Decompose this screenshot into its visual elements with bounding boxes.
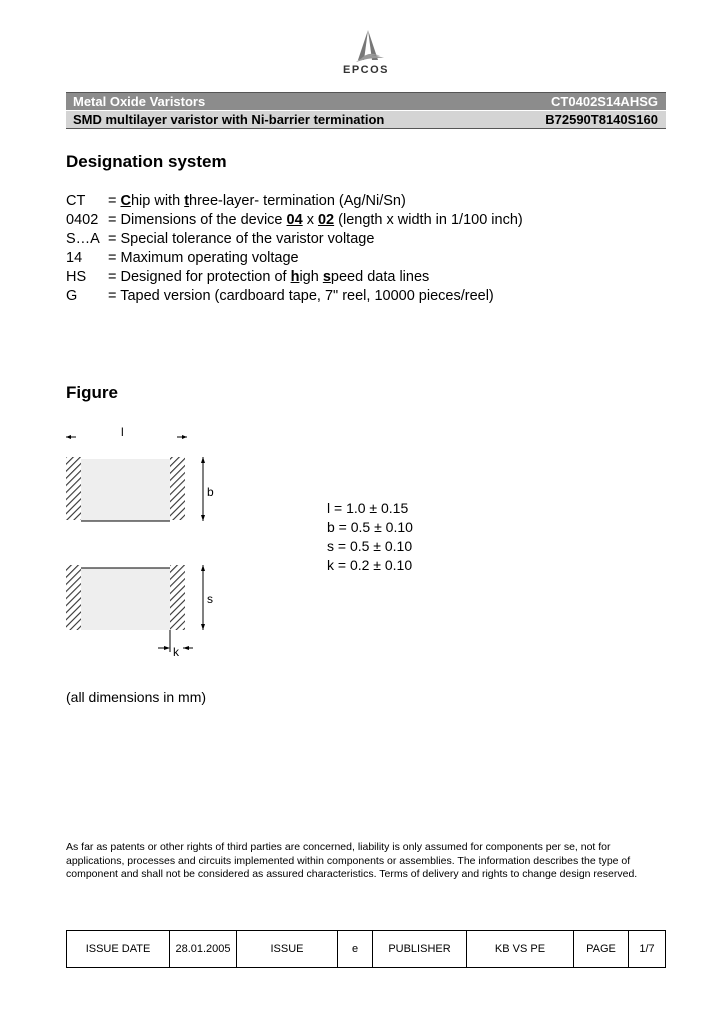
product-category: Metal Oxide Varistors	[73, 94, 206, 109]
brand-name: EPCOS	[342, 64, 389, 76]
dimension-s: s = 0.5 ± 0.10	[327, 538, 413, 554]
ordering-code: B72590T8140S160	[545, 112, 658, 127]
legal-disclaimer: As far as patents or other rights of third parties are concerned, liability is only assumed for components per se, not for applications, processes and circuits implemented within components or assemblies. The information describes the type of component and shall not be considered as assured characteristics. Terms of delivery and rights to change design reserved.	[66, 841, 638, 880]
label-b: b	[207, 485, 214, 499]
issue-date-value: 28.01.2005	[170, 931, 237, 968]
label-s: s	[207, 592, 213, 606]
designation-heading: Designation system	[66, 152, 227, 171]
issue-label: ISSUE	[237, 931, 338, 968]
product-description: SMD multilayer varistor with Ni-barrier termination	[73, 112, 385, 127]
designation-row: HS = Designed for protection of high speed data lines	[66, 269, 430, 285]
dimension-l: l = 1.0 ± 0.15	[327, 500, 409, 516]
header-category-bar	[66, 92, 666, 110]
designation-row: S…A = Special tolerance of the varistor voltage	[66, 231, 375, 247]
designation-row: CT = Chip with three-layer- termination (Ag/Ni/Sn)	[66, 193, 406, 209]
dimensions-note: (all dimensions in mm)	[66, 689, 207, 705]
header-description-bar	[66, 111, 666, 129]
designation-row: G = Taped version (cardboard tape, 7" reel, 10000 pieces/reel)	[66, 288, 494, 304]
publisher-label: PUBLISHER	[373, 931, 467, 968]
designation-row: 0402 = Dimensions of the device 04 x 02 (length x width in 1/100 inch)	[66, 212, 523, 228]
dimension-k: k = 0.2 ± 0.10	[327, 557, 413, 573]
designation-row: 14 = Maximum operating voltage	[66, 250, 299, 266]
publisher-value: KB VS PE	[467, 931, 574, 968]
dimension-b: b = 0.5 ± 0.10	[327, 519, 413, 535]
page-value: 1/7	[629, 931, 666, 968]
product-code: CT0402S14AHSG	[551, 94, 658, 109]
issue-value: e	[338, 931, 373, 968]
page-label: PAGE	[574, 931, 629, 968]
figure-heading: Figure	[66, 383, 118, 402]
label-l: l	[121, 425, 124, 439]
varistor-dimension-drawing	[60, 420, 230, 660]
issue-date-label: ISSUE DATE	[67, 931, 170, 968]
label-k: k	[173, 645, 179, 659]
footer-table	[66, 930, 666, 968]
